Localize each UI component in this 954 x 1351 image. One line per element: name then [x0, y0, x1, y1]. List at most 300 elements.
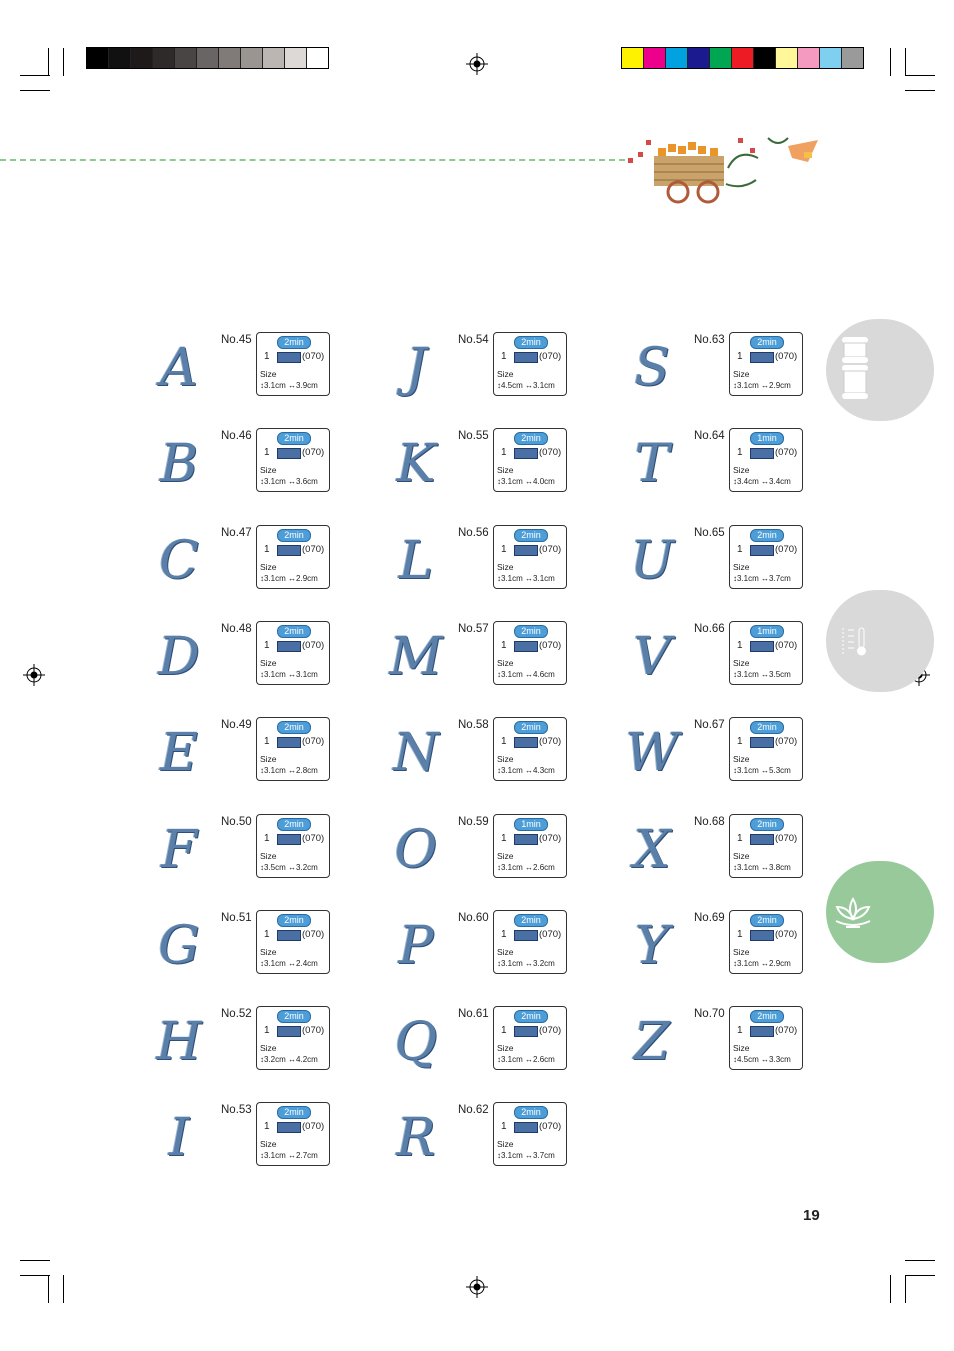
pattern-number: No.70: [694, 1008, 725, 1021]
size-height: 3.1cm: [501, 862, 523, 872]
pattern-letter: E: [160, 723, 198, 784]
time-badge: 2min: [277, 1106, 311, 1119]
size-values: [260, 959, 318, 968]
thread-color-swatch: [514, 1026, 538, 1037]
size-values: [497, 1055, 555, 1064]
pattern-letter: M: [389, 626, 443, 687]
crop-mark: [905, 75, 935, 76]
crop-mark: [905, 1275, 935, 1276]
crop-mark: [20, 90, 50, 91]
pattern-item[interactable]: [381, 1100, 617, 1178]
thread-color-swatch: [514, 834, 538, 845]
time-badge: 1min: [514, 818, 548, 831]
thread-code: (070): [539, 351, 562, 362]
pattern-number: No.57: [458, 622, 489, 635]
pattern-info-card: [256, 814, 330, 878]
pattern-item[interactable]: [381, 715, 617, 793]
pattern-info-card: [256, 428, 330, 492]
thread-code: (070): [539, 832, 562, 844]
thread-code: (070): [775, 1025, 798, 1037]
vertical-arrow-icon: ↕: [497, 1055, 501, 1065]
calibration-swatch: [732, 48, 754, 68]
vertical-arrow-icon: ↕: [260, 1055, 264, 1065]
pattern-letter: K: [396, 434, 436, 495]
registration-target-icon: [23, 664, 45, 686]
calibration-swatch: [644, 48, 666, 68]
vertical-arrow-icon: ↕: [260, 669, 264, 679]
color-count: 1: [501, 928, 507, 940]
pattern-info-card: [493, 621, 567, 685]
horizontal-arrow-icon: ↔: [288, 1055, 297, 1065]
crop-mark: [890, 1275, 891, 1303]
size-width: 3.2cm: [296, 862, 318, 872]
size-height: 3.1cm: [501, 766, 523, 776]
pattern-item[interactable]: [617, 1004, 853, 1082]
pattern-letter: Z: [633, 1012, 671, 1073]
pattern-number: No.66: [694, 622, 725, 635]
calibration-swatch: [285, 48, 307, 68]
size-width: 3.5cm: [769, 669, 791, 679]
pattern-letter: X: [633, 819, 671, 880]
size-width: 3.1cm: [533, 381, 555, 390]
vertical-arrow-icon: ↕: [260, 958, 264, 968]
pattern-info-card: [493, 1102, 567, 1166]
size-height: 3.1cm: [264, 1151, 286, 1161]
thread-color-swatch: [750, 641, 774, 652]
size-height: 3.1cm: [501, 958, 523, 968]
pattern-info-card: [729, 525, 803, 589]
thread-color-swatch: [277, 641, 301, 652]
size-width: 3.8cm: [769, 862, 791, 872]
registration-target-icon: [466, 1276, 488, 1298]
size-label: Size: [733, 369, 750, 379]
crop-mark: [20, 1275, 50, 1276]
size-height: 3.1cm: [737, 669, 759, 679]
size-width: 2.4cm: [296, 958, 318, 968]
size-label: Size: [497, 369, 514, 379]
size-label: Size: [733, 657, 750, 668]
crop-mark: [63, 48, 64, 76]
size-height: 3.4cm: [737, 477, 759, 487]
pattern-info-card: [256, 525, 330, 589]
size-height: 3.1cm: [737, 766, 759, 776]
size-height: 3.1cm: [737, 381, 759, 390]
size-width: 3.7cm: [769, 573, 791, 583]
calibration-swatch: [219, 48, 241, 68]
thread-code: (070): [775, 928, 798, 940]
calibration-swatch: [131, 48, 153, 68]
calibration-swatch: [842, 48, 863, 68]
pattern-letter: O: [394, 819, 438, 880]
vertical-arrow-icon: ↕: [497, 958, 501, 968]
thread-color-swatch: [750, 545, 774, 556]
horizontal-arrow-icon: ↔: [525, 477, 534, 487]
thread-code: (070): [539, 639, 562, 651]
horizontal-arrow-icon: ↔: [525, 1151, 534, 1161]
thread-code: (070): [539, 736, 562, 748]
size-label: Size: [260, 561, 277, 572]
thread-color-swatch: [750, 448, 774, 459]
pattern-item[interactable]: [617, 523, 853, 601]
thread-color-swatch: [277, 1026, 301, 1037]
vertical-arrow-icon: ↕: [733, 381, 737, 390]
pattern-item[interactable]: [144, 426, 380, 504]
size-values: [733, 959, 791, 968]
pattern-letter: L: [398, 530, 434, 591]
thread-color-swatch: [750, 930, 774, 941]
size-label: Size: [260, 850, 277, 861]
pattern-item[interactable]: [144, 330, 380, 408]
color-count: 1: [737, 832, 743, 844]
horizontal-arrow-icon: ↔: [761, 958, 770, 968]
pattern-number: No.60: [458, 911, 489, 924]
size-height: 3.1cm: [737, 573, 759, 583]
size-width: 4.6cm: [533, 669, 555, 679]
thread-code: (070): [775, 639, 798, 651]
calibration-swatch: [798, 48, 820, 68]
size-label: Size: [733, 561, 750, 572]
color-count: 1: [501, 736, 507, 748]
size-width: 3.1cm: [533, 573, 555, 583]
calibration-swatch: [666, 48, 688, 68]
time-badge: 2min: [514, 529, 548, 542]
size-height: 3.1cm: [264, 766, 286, 776]
vertical-arrow-icon: ↕: [733, 862, 737, 872]
color-count: 1: [264, 1025, 270, 1037]
horizontal-arrow-icon: ↔: [525, 1055, 534, 1065]
color-count: 1: [737, 447, 743, 459]
horizontal-arrow-icon: ↔: [761, 669, 770, 679]
size-width: 2.9cm: [769, 958, 791, 968]
color-count: 1: [264, 1121, 270, 1133]
size-values: [497, 670, 555, 679]
size-values: [497, 381, 555, 390]
time-badge: 2min: [514, 336, 548, 349]
thread-code: (070): [539, 447, 562, 459]
thread-code: (070): [775, 447, 798, 459]
size-label: Size: [733, 465, 750, 476]
pattern-number: No.59: [458, 815, 489, 828]
pattern-item[interactable]: [617, 812, 853, 890]
page-number: 19: [803, 1207, 820, 1224]
horizontal-arrow-icon: ↔: [761, 862, 770, 872]
vertical-arrow-icon: ↕: [260, 766, 264, 776]
time-badge: 2min: [750, 914, 784, 927]
pattern-number: No.45: [221, 334, 252, 346]
time-badge: 2min: [750, 1010, 784, 1023]
thread-color-swatch: [750, 352, 774, 363]
size-width: 3.2cm: [533, 958, 555, 968]
size-height: 3.1cm: [264, 573, 286, 583]
calibration-swatch: [820, 48, 842, 68]
thread-code: (070): [302, 639, 325, 651]
time-badge: 2min: [277, 432, 311, 445]
thread-color-swatch: [277, 930, 301, 941]
size-width: 2.6cm: [533, 862, 555, 872]
thread-color-swatch: [277, 834, 301, 845]
vertical-arrow-icon: ↕: [497, 573, 501, 583]
thread-code: (070): [775, 736, 798, 748]
size-label: Size: [260, 465, 277, 476]
size-values: [733, 766, 791, 775]
size-label: Size: [497, 850, 514, 861]
pattern-item[interactable]: [617, 908, 853, 986]
color-count: 1: [264, 639, 270, 651]
pattern-item[interactable]: [144, 619, 380, 697]
pattern-letter: Q: [394, 1012, 438, 1073]
vertical-arrow-icon: ↕: [733, 477, 737, 487]
crop-mark: [48, 1275, 49, 1303]
size-label: Size: [497, 561, 514, 572]
crop-mark: [905, 48, 906, 76]
color-count: 1: [501, 832, 507, 844]
thread-code: (070): [539, 1025, 562, 1037]
size-label: Size: [733, 754, 750, 765]
pattern-info-card: [256, 717, 330, 781]
pattern-letter: T: [634, 434, 670, 495]
vertical-arrow-icon: ↕: [497, 1151, 501, 1161]
size-height: 4.5cm: [737, 1055, 759, 1065]
pattern-number: No.61: [458, 1008, 489, 1021]
pattern-info-card: [256, 910, 330, 974]
crop-mark: [905, 1275, 906, 1303]
horizontal-arrow-icon: ↔: [525, 766, 534, 776]
vertical-arrow-icon: ↕: [260, 1151, 264, 1161]
vertical-arrow-icon: ↕: [260, 381, 264, 390]
size-values: [497, 574, 555, 583]
horizontal-arrow-icon: ↔: [525, 958, 534, 968]
size-height: 3.1cm: [737, 862, 759, 872]
pattern-item[interactable]: [381, 523, 617, 601]
size-width: 2.9cm: [769, 381, 791, 390]
vertical-arrow-icon: ↕: [497, 477, 501, 487]
color-count: 1: [501, 1025, 507, 1037]
pattern-item[interactable]: [381, 619, 617, 697]
time-badge: 2min: [750, 529, 784, 542]
horizontal-arrow-icon: ↔: [288, 669, 297, 679]
vertical-arrow-icon: ↕: [733, 958, 737, 968]
pattern-letter: I: [168, 1108, 190, 1169]
calibration-swatch: [622, 48, 644, 68]
crop-mark: [63, 1275, 64, 1303]
pattern-info-card: [493, 717, 567, 781]
size-values: [260, 766, 318, 775]
pattern-number: No.63: [694, 334, 725, 346]
pattern-number: No.48: [221, 622, 252, 635]
pattern-number: No.55: [458, 430, 489, 443]
size-height: 3.2cm: [264, 1055, 286, 1065]
size-width: 2.7cm: [296, 1151, 318, 1161]
horizontal-arrow-icon: ↔: [288, 573, 297, 583]
pattern-info-card: [729, 814, 803, 878]
pattern-item[interactable]: [381, 426, 617, 504]
size-label: Size: [497, 657, 514, 668]
color-count: 1: [501, 447, 507, 459]
vertical-arrow-icon: ↕: [733, 766, 737, 776]
time-badge: 2min: [750, 818, 784, 831]
pattern-item[interactable]: [617, 715, 853, 793]
horizontal-arrow-icon: ↔: [525, 381, 534, 390]
size-label: Size: [733, 946, 750, 957]
pattern-info-card: [493, 814, 567, 878]
pattern-number: No.46: [221, 430, 252, 443]
calibration-swatch: [87, 48, 109, 68]
size-height: 3.1cm: [501, 1055, 523, 1065]
pattern-info-card: [729, 332, 803, 396]
size-height: 3.1cm: [501, 1151, 523, 1161]
thread-color-swatch: [514, 545, 538, 556]
vertical-arrow-icon: ↕: [733, 1055, 737, 1065]
size-width: 3.7cm: [533, 1151, 555, 1161]
calibration-swatch: [307, 48, 328, 68]
pattern-info-card: [729, 717, 803, 781]
size-height: 3.5cm: [264, 862, 286, 872]
pattern-number: No.49: [221, 719, 252, 732]
time-badge: 2min: [514, 914, 548, 927]
pattern-number: No.58: [458, 719, 489, 732]
size-width: 5.3cm: [769, 766, 791, 776]
time-badge: 2min: [277, 721, 311, 734]
size-values: [733, 863, 791, 872]
thread-code: (070): [775, 832, 798, 844]
thread-color-swatch: [750, 834, 774, 845]
color-count: 1: [737, 351, 743, 362]
pattern-item[interactable]: [144, 715, 380, 793]
size-values: [497, 863, 555, 872]
time-badge: 2min: [277, 336, 311, 349]
pattern-letter: H: [156, 1012, 202, 1073]
time-badge: 2min: [514, 432, 548, 445]
pattern-number: No.64: [694, 430, 725, 443]
pattern-item[interactable]: [144, 812, 380, 890]
size-values: [497, 1151, 555, 1160]
pattern-item[interactable]: [144, 1100, 380, 1178]
size-width: 4.0cm: [533, 477, 555, 487]
pattern-info-card: [493, 428, 567, 492]
pattern-item[interactable]: [381, 812, 617, 890]
size-label: Size: [497, 946, 514, 957]
size-values: [733, 670, 791, 679]
size-height: 3.1cm: [501, 669, 523, 679]
crop-mark: [20, 1260, 50, 1261]
size-label: Size: [260, 754, 277, 765]
size-label: Size: [260, 946, 277, 957]
size-width: 3.3cm: [769, 1055, 791, 1065]
color-count: 1: [264, 832, 270, 844]
thread-code: (070): [302, 1025, 325, 1037]
pattern-item[interactable]: [381, 1004, 617, 1082]
thread-code: (070): [302, 928, 325, 940]
pattern-item[interactable]: [617, 619, 853, 697]
time-badge: 2min: [277, 529, 311, 542]
size-width: 2.8cm: [296, 766, 318, 776]
pattern-letter: J: [405, 338, 427, 398]
pattern-letter: B: [159, 434, 199, 495]
vertical-arrow-icon: ↕: [733, 669, 737, 679]
pattern-info-card: [729, 428, 803, 492]
size-width: 2.9cm: [296, 573, 318, 583]
pattern-letter: U: [630, 530, 674, 591]
crop-mark: [20, 75, 50, 76]
pattern-number: No.47: [221, 526, 252, 539]
registration-target-icon: [466, 53, 488, 75]
horizontal-arrow-icon: ↔: [288, 1151, 297, 1161]
size-height: 4.5cm: [501, 381, 523, 390]
calibration-swatch: [153, 48, 175, 68]
time-badge: 2min: [514, 1010, 548, 1023]
color-count: 1: [264, 736, 270, 748]
pattern-item[interactable]: [144, 1004, 380, 1082]
color-count: 1: [501, 543, 507, 555]
thread-color-swatch: [277, 448, 301, 459]
pattern-info-card: [493, 910, 567, 974]
pattern-letter: R: [396, 1108, 436, 1169]
crop-mark: [905, 1260, 935, 1261]
size-values: [497, 477, 555, 486]
color-count: 1: [264, 543, 270, 555]
thread-code: (070): [539, 928, 562, 940]
vertical-arrow-icon: ↕: [733, 573, 737, 583]
horizontal-arrow-icon: ↔: [288, 477, 297, 487]
time-badge: 2min: [277, 914, 311, 927]
size-label: Size: [733, 850, 750, 861]
horizontal-arrow-icon: ↔: [761, 477, 770, 487]
size-values: [733, 1055, 791, 1064]
time-badge: 1min: [750, 625, 784, 638]
horizontal-arrow-icon: ↔: [761, 573, 770, 583]
size-width: 4.3cm: [533, 766, 555, 776]
pattern-info-card: [493, 1006, 567, 1070]
size-height: 3.1cm: [737, 958, 759, 968]
thread-color-swatch: [514, 1122, 538, 1133]
size-values: [260, 670, 318, 679]
vertical-arrow-icon: ↕: [260, 573, 264, 583]
pattern-info-card: [256, 1006, 330, 1070]
color-count: 1: [501, 639, 507, 651]
pattern-number: No.65: [694, 526, 725, 539]
pattern-letter: Y: [634, 915, 670, 976]
pattern-item[interactable]: [381, 330, 617, 408]
thread-color-swatch: [277, 1122, 301, 1133]
pattern-info-card: [729, 1006, 803, 1070]
color-count: 1: [264, 928, 270, 940]
color-count: 1: [501, 351, 507, 362]
pattern-number: No.52: [221, 1008, 252, 1021]
pattern-info-card: [729, 910, 803, 974]
pattern-item[interactable]: [144, 523, 380, 601]
size-width: 2.6cm: [533, 1055, 555, 1065]
pattern-info-card: [493, 525, 567, 589]
pattern-item[interactable]: [144, 908, 380, 986]
pattern-number: No.54: [458, 334, 489, 346]
thread-color-swatch: [750, 1026, 774, 1037]
thread-color-swatch: [514, 737, 538, 748]
header-dashed-line: [0, 159, 625, 161]
pattern-item[interactable]: [617, 330, 853, 408]
size-height: 3.1cm: [264, 958, 286, 968]
color-count: 1: [737, 543, 743, 555]
vertical-arrow-icon: ↕: [260, 477, 264, 487]
thread-code: (070): [302, 736, 325, 748]
pattern-item[interactable]: [381, 908, 617, 986]
pattern-item[interactable]: [617, 426, 853, 504]
pattern-info-card: [256, 621, 330, 685]
gray-calibration-bar: [86, 47, 329, 69]
pattern-number: No.53: [221, 1104, 252, 1117]
size-values: [497, 959, 555, 968]
size-width: 4.2cm: [296, 1055, 318, 1065]
size-label: Size: [497, 754, 514, 765]
